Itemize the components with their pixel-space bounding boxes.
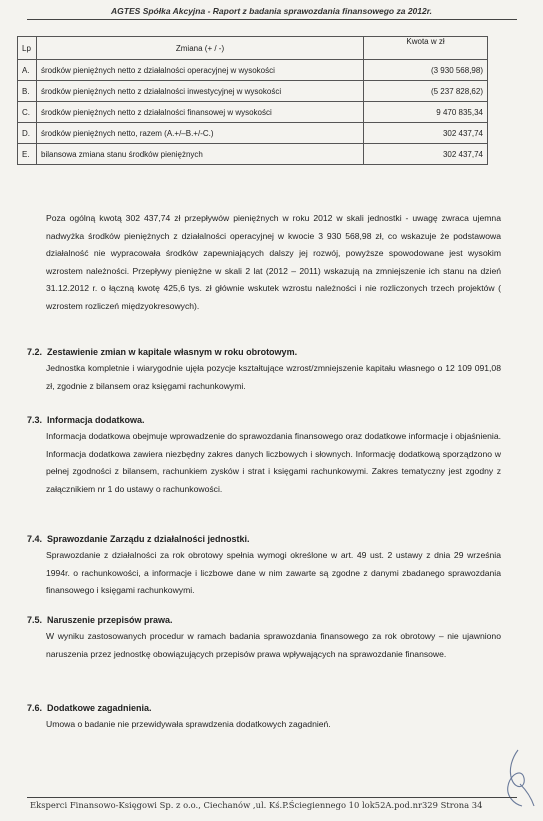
- row-amount: 302 437,74: [364, 123, 488, 144]
- section-number: 7.4.: [27, 534, 43, 544]
- footer-divider: [27, 797, 517, 798]
- row-amount: (3 930 568,98): [364, 60, 488, 81]
- row-amount: 302 437,74: [364, 144, 488, 165]
- section-heading-7-6: [27, 703, 152, 713]
- section-number: 7.6.: [27, 703, 43, 713]
- page-footer: Eksperci Finansowo-Księgowi Sp. z o.o., Ciechanów ,ul. Kś.P.Ściegiennego 10 lok52A.pod.nr329 Strona 34: [30, 800, 483, 810]
- handwritten-signature-icon: [498, 748, 538, 808]
- table-row: [18, 81, 488, 102]
- section-heading-7-2: [27, 347, 297, 357]
- row-amount: 9 470 835,34: [364, 102, 488, 123]
- section-heading-7-5: [27, 615, 173, 625]
- section-heading-7-4: [27, 534, 250, 544]
- row-lp: C.: [18, 102, 37, 123]
- table-row: [18, 144, 488, 165]
- section-heading-7-3: [27, 415, 145, 425]
- section-body-7-4: Sprawozdanie z działalności za rok obrotowy spełnia wymogi określone w art. 49 ust. 2 ustawy z dnia 29 września 1994r. o rachunkowości, a informacje i liczbowe dane w nim zawarte są zgodne z danymi zbadanego sprawozdania finansowego i księgami rachunkowymi.: [46, 550, 501, 595]
- section-body-7-3: Informacja dodatkowa obejmuje wprowadzenie do sprawozdania finansowego oraz dodatkowe informacje i objaśnienia. Informacja dodatkowa zawiera niezbędny zakres danych liczbowych i słownych. Informację dodatkową sporządzono w pełnej zgodności z bilansem, rachunkiem zysków i strat i księgami rachunkowymi. Zakres tematyczny jest zgodny z załącznikiem nr 1 do ustawy o rachunkowości.: [46, 431, 501, 494]
- section-title: Sprawozdanie Zarządu z działalności jednostki.: [47, 534, 250, 544]
- column-header-lp: Lp: [18, 37, 37, 60]
- row-lp: E.: [18, 144, 37, 165]
- row-lp: B.: [18, 81, 37, 102]
- row-description: środków pieniężnych netto z działalności inwestycyjnej w wysokości: [37, 81, 364, 102]
- section-body-7-2: Jednostka kompletnie i wiarygodnie ujęła pozycje kształtujące wzrost/zmniejszenie kapitału własnego o 12 109 091,08 zł, zgodnie z bilansem oraz księgami rachunkowymi.: [46, 363, 501, 391]
- cash-flow-changes-table: [17, 36, 488, 165]
- row-description: środków pieniężnych netto z działalności operacyjnej w wysokości: [37, 60, 364, 81]
- page-header-title: AGTES Spółka Akcyjna - Raport z badania sprawozdania finansowego za 2012r.: [111, 6, 432, 16]
- table-header-row: [18, 37, 488, 60]
- section-title: Dodatkowe zagadnienia.: [47, 703, 152, 713]
- column-header-change: Zmiana (+ / -): [37, 37, 364, 60]
- header-divider: [27, 19, 517, 20]
- table-row: [18, 123, 488, 144]
- row-lp: D.: [18, 123, 37, 144]
- section-body-7-5: W wyniku zastosowanych procedur w ramach badania sprawozdania finansowego za rok obrotowy – nie ujawniono naruszenia przez jednostkę obowiązujących przepisów prawa wpływających na sprawozdanie finansowe.: [46, 631, 501, 659]
- column-header-amount: Kwota w zł: [364, 37, 488, 60]
- table-row: [18, 102, 488, 123]
- intro-paragraph: Poza ogólną kwotą 302 437,74 zł przepływów pieniężnych w roku 2012 w skali jednostki - uwagę zwraca ujemna nadwyżka środków pieniężnych z działalności operacyjnej w kwocie 3 930 568,98 zł, co wskazuje że podstawowa działalność nie wypracowała środków zapewniających dalszy jej rozwój, powyższe spowodowane jest wysokim wzrostem należności. Przepływy pieniężne w skali 2 lat (2012 – 2011) wskazują na zmniejszenie ich stanu na dzień 31.12.2012 r. o łączną kwotę 425,6 tys. zł głównie wskutek wzrostu należności i nie rozliczonych trzech projektów ( wzrostem rozliczeń międzyokresowych).: [46, 213, 501, 311]
- section-number: 7.5.: [27, 615, 43, 625]
- table-row: [18, 60, 488, 81]
- row-description: bilansowa zmiana stanu środków pieniężnych: [37, 144, 364, 165]
- section-number: 7.2.: [27, 347, 43, 357]
- section-title: Zestawienie zmian w kapitale własnym w roku obrotowym.: [47, 347, 298, 357]
- row-lp: A.: [18, 60, 37, 81]
- section-title: Informacja dodatkowa.: [47, 415, 145, 425]
- row-description: środków pieniężnych netto, razem (A.+/–B.+/-C.): [37, 123, 364, 144]
- section-title: Naruszenie przepisów prawa.: [47, 615, 173, 625]
- row-amount: (5 237 828,62): [364, 81, 488, 102]
- row-description: środków pieniężnych netto z działalności finansowej w wysokości: [37, 102, 364, 123]
- section-body-7-6: Umowa o badanie nie przewidywała sprawdzenia dodatkowych zagadnień.: [46, 719, 331, 729]
- section-number: 7.3.: [27, 415, 43, 425]
